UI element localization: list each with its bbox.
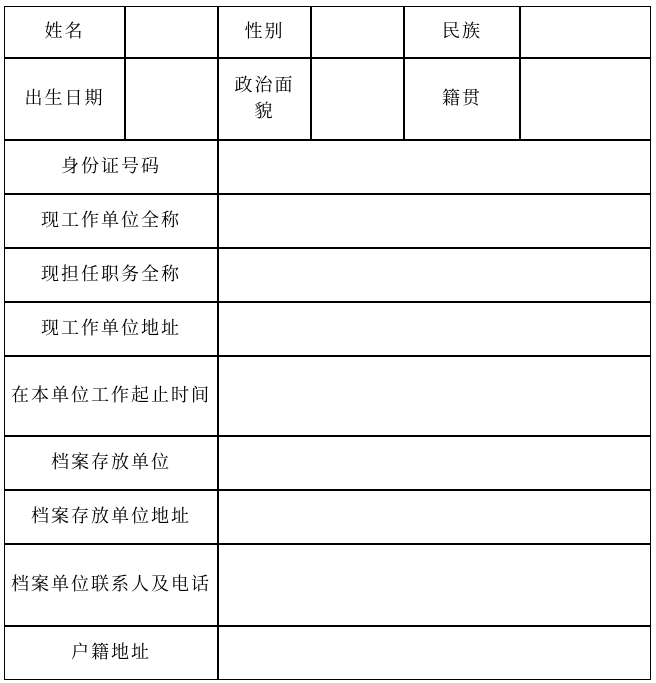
birthdate-label: 出生日期	[4, 58, 125, 140]
employer-label: 现工作单位全称	[4, 194, 218, 248]
archive-unit-field[interactable]	[218, 436, 651, 490]
political-status-label: 政治面貌	[218, 58, 311, 140]
id-number-field[interactable]	[218, 140, 651, 194]
birthdate-field[interactable]	[125, 58, 218, 140]
gender-label: 性别	[218, 6, 311, 58]
position-label: 现担任职务全称	[4, 248, 218, 302]
archive-unit-label: 档案存放单位	[4, 436, 218, 490]
employer-address-label: 现工作单位地址	[4, 302, 218, 356]
position-field[interactable]	[218, 248, 651, 302]
name-field[interactable]	[125, 6, 218, 58]
native-place-field[interactable]	[520, 58, 651, 140]
tenure-field[interactable]	[218, 356, 651, 436]
archive-address-label: 档案存放单位地址	[4, 490, 218, 544]
id-number-label: 身份证号码	[4, 140, 218, 194]
tenure-label: 在本单位工作起止时间	[4, 356, 218, 436]
archive-contact-field[interactable]	[218, 544, 651, 626]
native-place-label: 籍贯	[404, 58, 520, 140]
archive-contact-label: 档案单位联系人及电话	[4, 544, 218, 626]
household-address-label: 户籍地址	[4, 626, 218, 680]
name-label: 姓名	[4, 6, 125, 58]
household-address-field[interactable]	[218, 626, 651, 680]
ethnicity-field[interactable]	[520, 6, 651, 58]
archive-address-field[interactable]	[218, 490, 651, 544]
ethnicity-label: 民族	[404, 6, 520, 58]
gender-field[interactable]	[311, 6, 404, 58]
political-status-field[interactable]	[311, 58, 404, 140]
employer-address-field[interactable]	[218, 302, 651, 356]
employer-field[interactable]	[218, 194, 651, 248]
